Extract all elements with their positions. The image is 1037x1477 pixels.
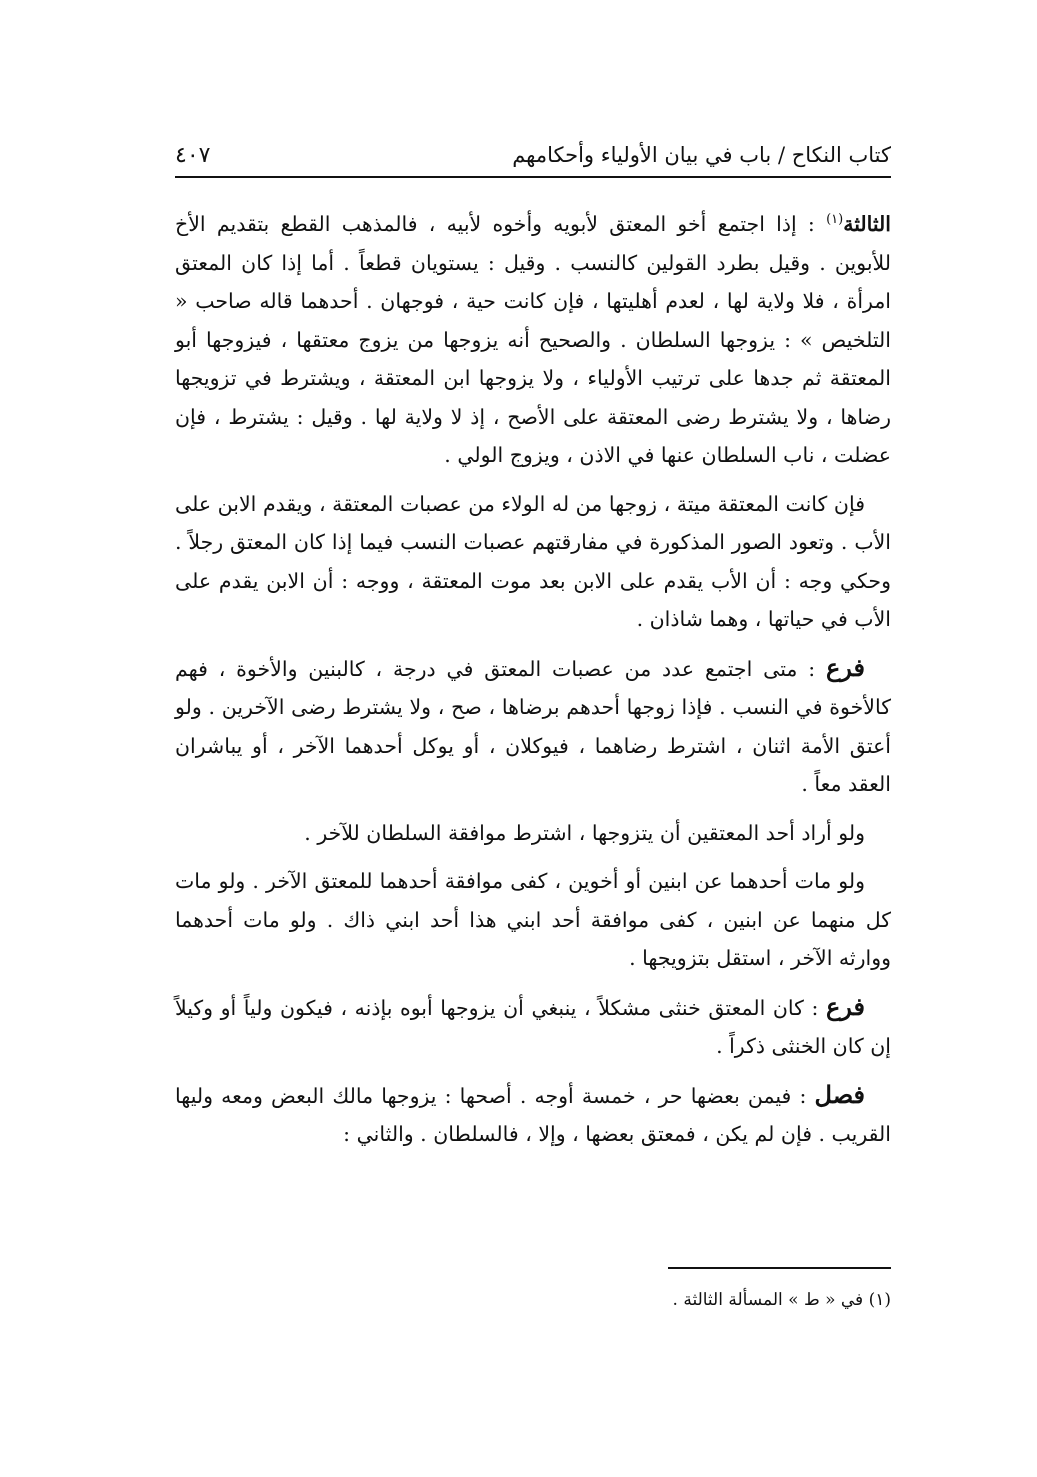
paragraph-text: : إذا اجتمع أخو المعتق لأبويه وأخوه لأبيه ، فالمذهب القطع بتقديم الأخ للأبوين . وقيل بطرد القولين كالنسب . وقيل : يستويان قطعاً . أما إذا كان المعتق امرأة ، فلا ولاية لها ، لعدم أهليتها ، فإن كانت حية ، فوجهان . أحدهما قاله صاحب « التلخيص » : يزوجها السلطان . والصحيح أنه يزوجها من يزوج معتقها ، فيزوجها أبو المعتقة ثم جدها على ترتيب الأولياء ، ولا يزوجها ابن المعتقة ، ويشترط في تزويجها رضاها ، ولا يشترط رضى المعتقة على الأصح ، إذ لا ولاية لها . وقيل : يشترط ، فإن عضلت ، ناب السلطان عنها في الاذن ، ويزوج الولي . — [175, 212, 891, 467]
paragraph-lead: الثالثة — [843, 212, 891, 236]
paragraph-text: ولو أراد أحد المعتقين أن يتزوجها ، اشترط موافقة السلطان للآخر . — [304, 820, 865, 845]
paragraph-lead: فصل — [814, 1079, 865, 1109]
paragraph-one-manumitter — [175, 814, 891, 853]
footnote-rule — [668, 1267, 891, 1269]
paragraph-dead-freedwoman — [175, 485, 891, 639]
paragraph-third-issue — [175, 205, 891, 475]
footnote: (١) في « ط » المسألة الثالثة . — [672, 1290, 891, 1310]
running-header — [175, 136, 891, 174]
page-number: ٤٠٧ — [175, 142, 211, 168]
footnote-ref: (١) — [826, 212, 844, 228]
paragraph-text: فإن كانت المعتقة ميتة ، زوجها من له الولاء من عصبات المعتقة ، ويقدم الابن على الأب . وتعود الصور المذكورة في مفارقتهم عصبات النسب فيما إذا كان المعتق رجلاً . وحكي وجه : أن الأب يقدم على الابن بعد موت المعتقة ، ووجه : أن الابن يقدم على الأب في حياتها ، وهما شاذان . — [175, 491, 891, 631]
paragraph-death-of-one — [175, 862, 891, 978]
paragraph-branch-kin — [175, 649, 891, 804]
chapter-title: كتاب النكاح / باب في بيان الأولياء وأحكامهم — [512, 143, 891, 167]
header-rule — [175, 176, 891, 178]
paragraph-branch-hermaphrodite — [175, 988, 891, 1066]
paragraph-lead: فرع — [825, 652, 865, 682]
paragraph-lead: فرع — [825, 991, 865, 1021]
paragraph-text: ولو مات أحدهما عن ابنين أو أخوين ، كفى موافقة أحدهما للمعتق الآخر . ولو مات كل منهما عن ابنين ، كفى موافقة أحد ابني هذا أحد ابني ذاك . ولو مات أحدهما ووارثه الآخر ، استقل بتزويجها . — [175, 869, 891, 970]
paragraph-text: : متى اجتمع عدد من عصبات المعتق في درجة ، كالبنين والأخوة ، فهم كالأخوة في النسب . فإذا زوجها أحدهم برضاها ، صح ، ولا يشترط رضى الآخرين . ولو أعتق الأمة اثنان ، اشترط رضاهما ، فيوكلان ، أو يوكل أحدهما الآخر ، أو يباشران العقد معاً . — [175, 656, 891, 796]
paragraph-text: : فيمن بعضها حر ، خمسة أوجه . أصحها : يزوجها مالك البعض ومعه وليها القريب . فإن لم يكن ، فمعتق بعضها ، وإلا ، فالسلطان . والثاني : — [175, 1083, 891, 1146]
paragraph-section-partial-free — [175, 1076, 891, 1154]
paragraph-text: : كان المعتق خنثى مشكلاً ، ينبغي أن يزوجها أبوه بإذنه ، فيكون ولياً أو وكيلاً إن كان الخنثى ذكراً . — [175, 995, 891, 1058]
main-text — [175, 205, 891, 1164]
